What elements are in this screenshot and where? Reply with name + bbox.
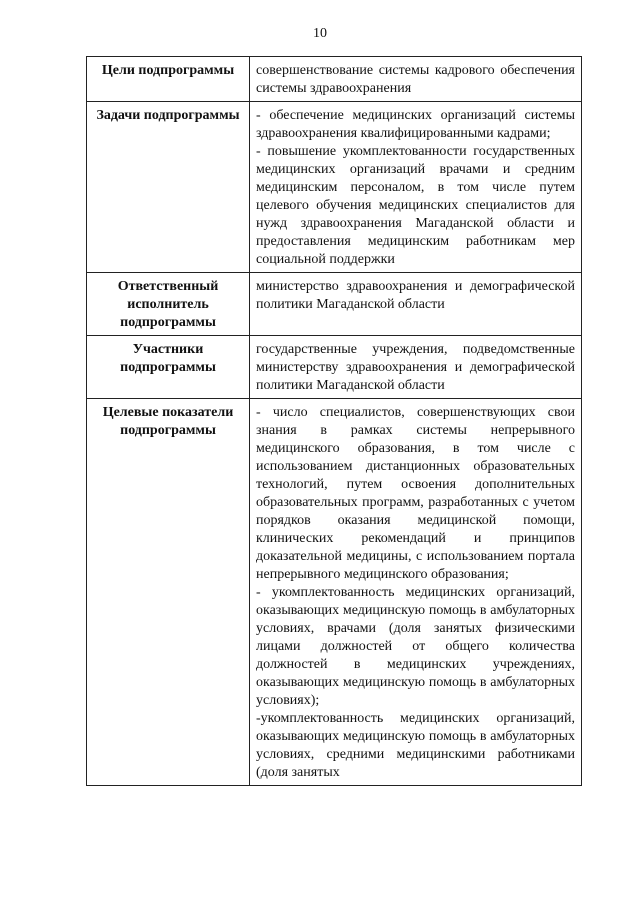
indicator-item-3: -укомплектованность медицинских организаций, оказывающих медицинскую помощь в амбулаторных условиях, средними медицинскими работниками (доля занятых <box>256 711 575 780</box>
row-label-indicators: Целевые показатели подпрограммы <box>87 399 250 786</box>
indicator-item-2: - укомплектованность медицинских организаций, оказывающих медицинскую помощь в амбулаторных условиях, врачами (доля занятых физическими лицами должностей от общего количества должностей в медицинских учреждениях, оказывающих медицинскую помощь в амбулаторных условиях); <box>256 585 575 708</box>
table-row-goals <box>87 57 582 102</box>
row-label-responsible: Ответственный исполнитель подпрограммы <box>87 273 250 336</box>
table-row-responsible <box>87 273 582 336</box>
table-row-indicators <box>87 399 582 786</box>
responsible-text: министерство здравоохранения и демографической политики Магаданской области <box>256 279 575 312</box>
row-content-tasks <box>250 102 582 273</box>
row-content-responsible <box>250 273 582 336</box>
row-content-indicators <box>250 399 582 786</box>
tasks-item-2: - повышение укомплектованности государственных медицинских организаций врачами и средним медицинским персоналом, в том числе путем целевого обучения медицинских специалистов для нужд здравоохранения Магаданской области и предоставления медицинским работникам мер социальной поддержки <box>256 144 575 267</box>
tasks-item-1: - обеспечение медицинских организаций системы здравоохранения квалифицированными кадрами; <box>256 108 575 141</box>
row-content-participants <box>250 336 582 399</box>
table-row-tasks <box>87 102 582 273</box>
row-content-goals <box>250 57 582 102</box>
row-label-tasks: Задачи подпрограммы <box>87 102 250 273</box>
indicator-item-1: - число специалистов, совершенствующих свои знания в рамках системы непрерывного медицинского образования, в том числе с использованием дистанционных образовательных технологий, путем освоения дополнительных образовательных программ, разработанных с учетом порядков оказания медицинской помощи, клинических рекомендаций и принципов доказательной медицины, с использованием портала непрерывного медицинского образования; <box>256 405 575 582</box>
goals-text: совершенствование системы кадрового обеспечения системы здравоохранения <box>256 63 575 96</box>
page-number: 10 <box>313 26 327 41</box>
subprogram-passport-table <box>86 56 582 786</box>
row-label-participants: Участники подпрограммы <box>87 336 250 399</box>
participants-text: государственные учреждения, подведомственные министерству здравоохранения и демографической политики Магаданской области <box>256 342 575 393</box>
row-label-goals: Цели подпрограммы <box>87 57 250 102</box>
table-row-participants <box>87 336 582 399</box>
